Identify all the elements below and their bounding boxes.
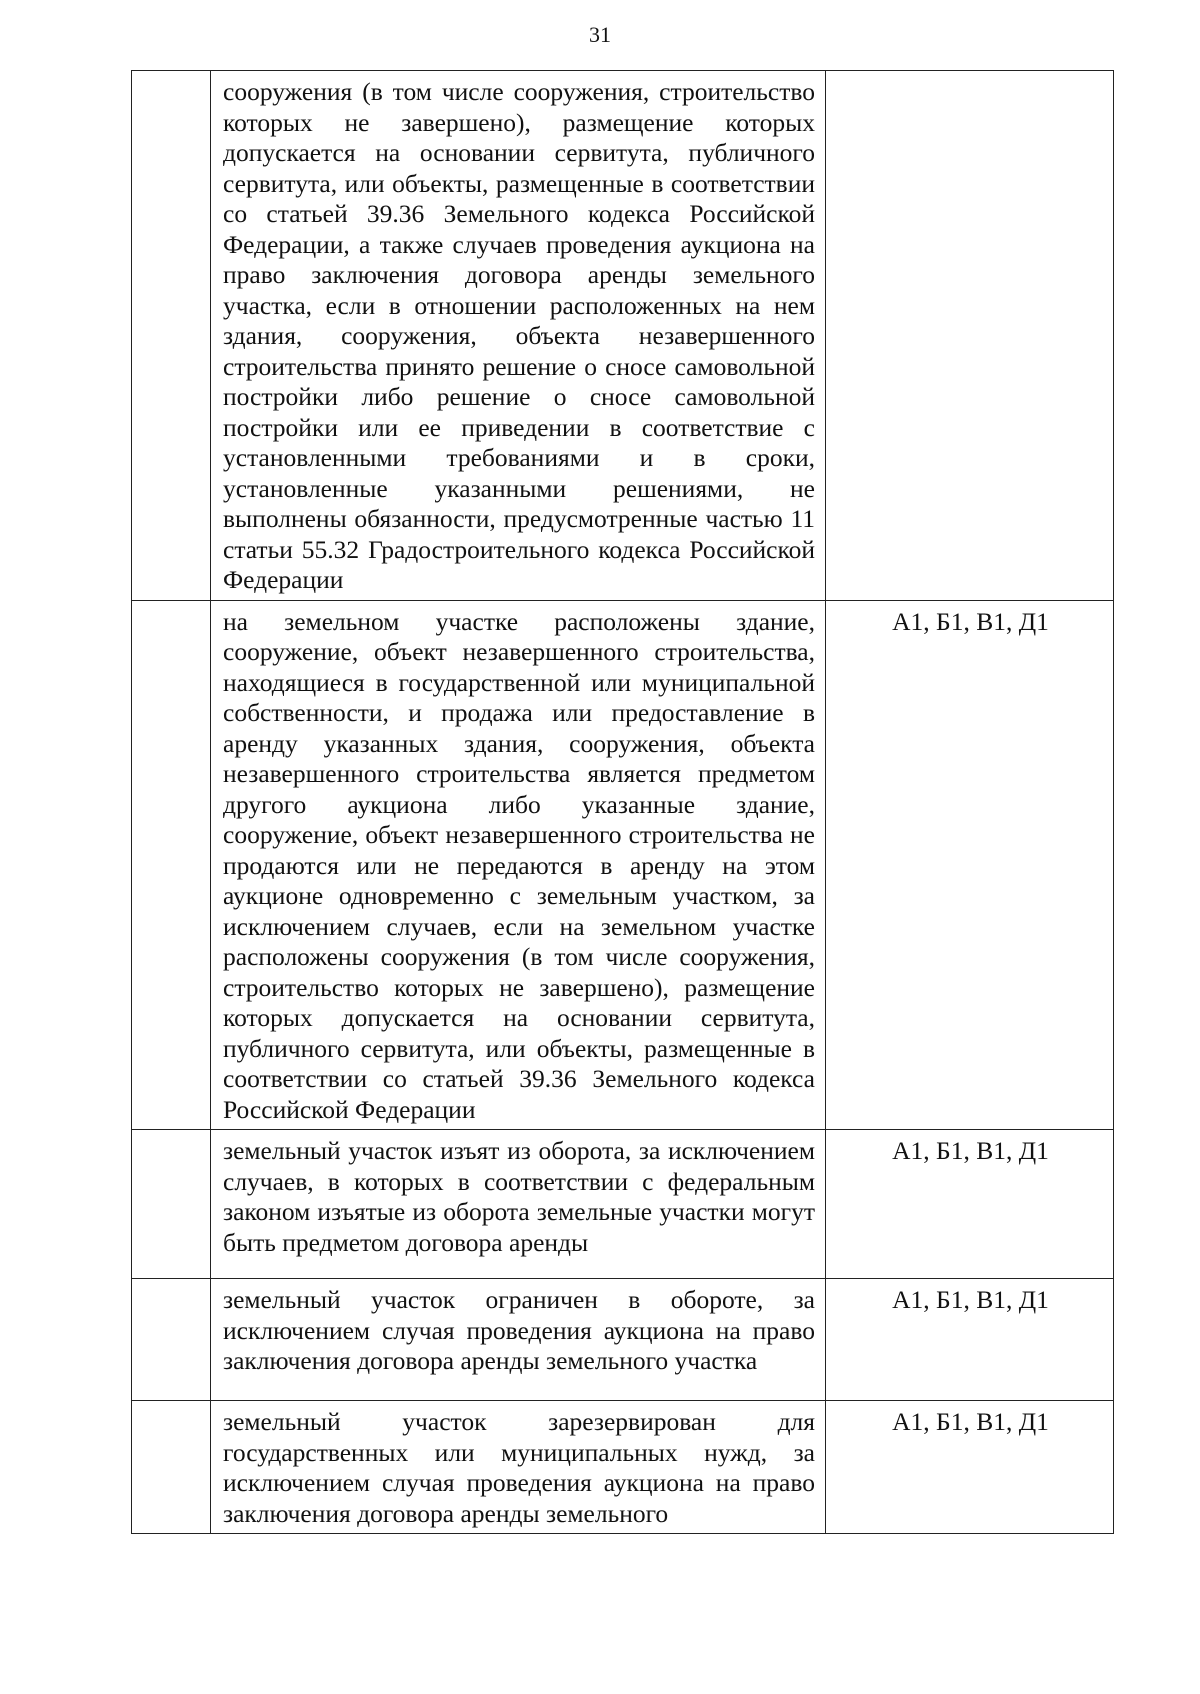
row-number-cell — [132, 1401, 211, 1534]
table-row — [132, 1130, 1114, 1279]
row-number-cell — [132, 600, 211, 1130]
row-number-cell — [132, 1130, 211, 1279]
codes-cell: А1, Б1, В1, Д1 — [826, 600, 1114, 1130]
table-row — [132, 1401, 1114, 1534]
condition-text-cell: земельный участок изъят из оборота, за исключением случаев, в которых в соответствии с федеральным законом изъятые из оборота земельные участки могут быть предметом договора аренды — [211, 1130, 826, 1279]
condition-text-cell: сооружения (в том числе сооружения, строительство которых не завершено), размещение которых допускается на основании сервитута, публичного сервитута, или объекты, размещенные в соответствии со статьей 39.36 Земельного кодекса Российской Федерации, а также случаев проведения аукциона на право заключения договора аренды земельного участка, если в отношении расположенных на нем здания, сооружения, объекта незавершенного строительства принято решение о сносе самовольной постройки либо решение о сносе самовольной постройки или ее приведении в соответствие с установленными требованиями и в сроки, установленные указанными решениями, не выполнены обязанности, предусмотренные частью 11 статьи 55.32 Градостроительного кодекса Российской Федерации — [211, 71, 826, 601]
page-number: 31 — [589, 22, 611, 47]
codes-cell: А1, Б1, В1, Д1 — [826, 1130, 1114, 1279]
row-number-cell — [132, 1279, 211, 1401]
row-number-cell — [132, 71, 211, 601]
codes-cell: А1, Б1, В1, Д1 — [826, 1401, 1114, 1534]
condition-text-cell: земельный участок ограничен в обороте, за исключением случая проведения аукциона на право заключения договора аренды земельного участка — [211, 1279, 826, 1401]
condition-text-cell: земельный участок зарезервирован для государственных или муниципальных нужд, за исключением случая проведения аукциона на право заключения договора аренды земельного — [211, 1401, 826, 1534]
table-row — [132, 71, 1114, 601]
table-row — [132, 600, 1114, 1130]
table-row — [132, 1279, 1114, 1401]
document-table — [131, 70, 1114, 1534]
codes-cell: А1, Б1, В1, Д1 — [826, 1279, 1114, 1401]
condition-text-cell: на земельном участке расположены здание, сооружение, объект незавершенного строительства, находящиеся в государственной или муниципальной собственности, и продажа или предоставление в аренду указанных здания, сооружения, объекта незавершенного строительства является предметом другого аукциона либо указанные здание, сооружение, объект незавершенного строительства не продаются или не передаются в аренду на этом аукционе одновременно с земельным участком, за исключением случаев, если на земельном участке расположены сооружения (в том числе сооружения, строительство которых не завершено), размещение которых допускается на основании сервитута, публичного сервитута, или объекты, размещенные в соответствии со статьей 39.36 Земельного кодекса Российской Федерации — [211, 600, 826, 1130]
codes-cell — [826, 71, 1114, 601]
